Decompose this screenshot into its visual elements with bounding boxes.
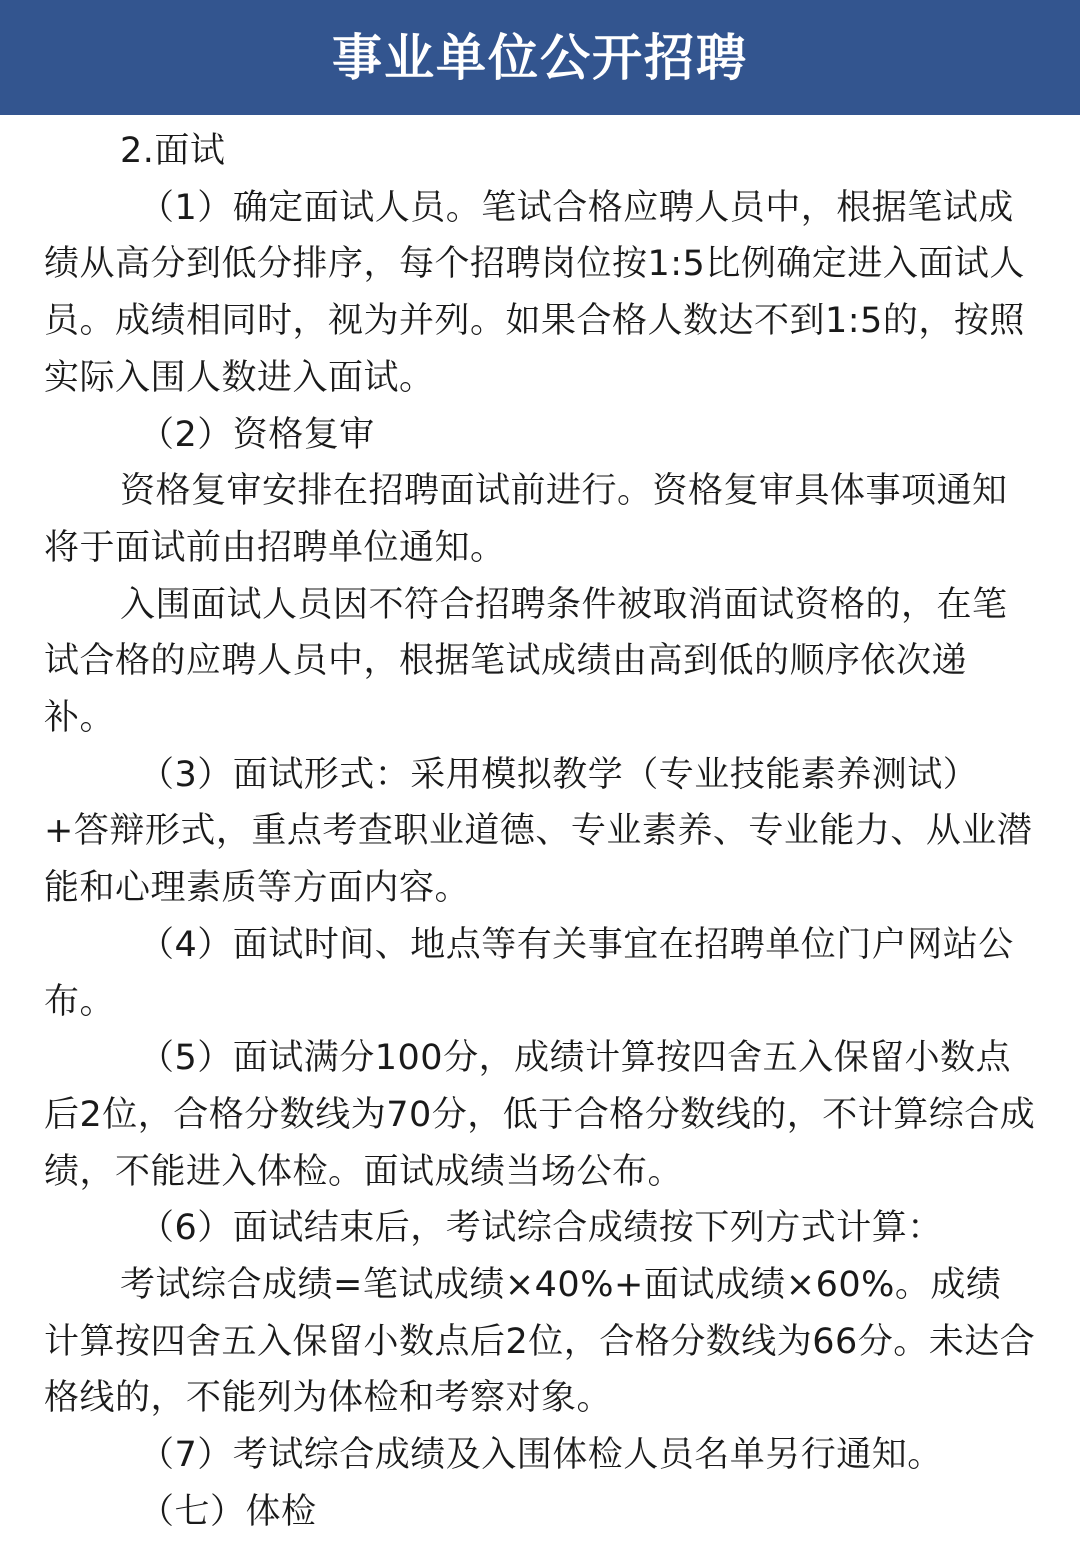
section-heading-physical-exam: （七）体检 [139,1491,317,1532]
section-heading-interview: 2.面试 [120,131,226,171]
paragraph-interview-time-place: （4）面试时间、地点等有关事宜在招聘单位门户网站公布。 [44,924,1014,1022]
paragraph-interview-format: （3）面试形式：采用模拟教学（专业技能素养测试）+答辩形式，重点考查职业道德、专业素养、专业能力、从业潜能和心理素质等方面内容。 [44,754,1033,909]
page-header [0,0,1080,115]
paragraph-score-calculation-intro: （6）面试结束后，考试综合成绩按下列方式计算： [139,1208,943,1249]
subheading-qualification-review: （2）资格复审 [139,414,375,455]
paragraph-replacement: 入围面试人员因不符合招聘条件被取消面试资格的，在笔试合格的应聘人员中，根据笔试成绩由高到低的顺序依次递补。 [44,584,1008,739]
paragraph-score-formula: 考试综合成绩=笔试成绩×40%+面试成绩×60%。成绩计算按四舍五入保留小数点后2位，合格分数线为66分。未达合格线的，不能列为体检和考察对象。 [44,1265,1036,1419]
article-body [0,123,1080,1532]
paragraph-result-notice: （7）考试综合成绩及入围体检人员名单另行通知。 [139,1435,943,1476]
paragraph-qualification-review: 资格复审安排在招聘面试前进行。资格复审具体事项通知将于面试前由招聘单位通知。 [44,471,1008,568]
paragraph-interview-candidates: （1）确定面试人员。笔试合格应聘人员中，根据笔试成绩从高分到低分排序，每个招聘岗位按1:5比例确定进入面试人员。成绩相同时，视为并列。如果合格人数达不到1:5的，按照实际入围人数进入面试。 [44,187,1025,398]
paragraph-interview-score: （5）面试满分100分，成绩计算按四舍五入保留小数点后2位，合格分数线为70分，低于合格分数线的，不计算综合成绩，不能进入体检。面试成绩当场公布。 [44,1038,1036,1192]
page-title: 事业单位公开招聘 [332,28,748,87]
